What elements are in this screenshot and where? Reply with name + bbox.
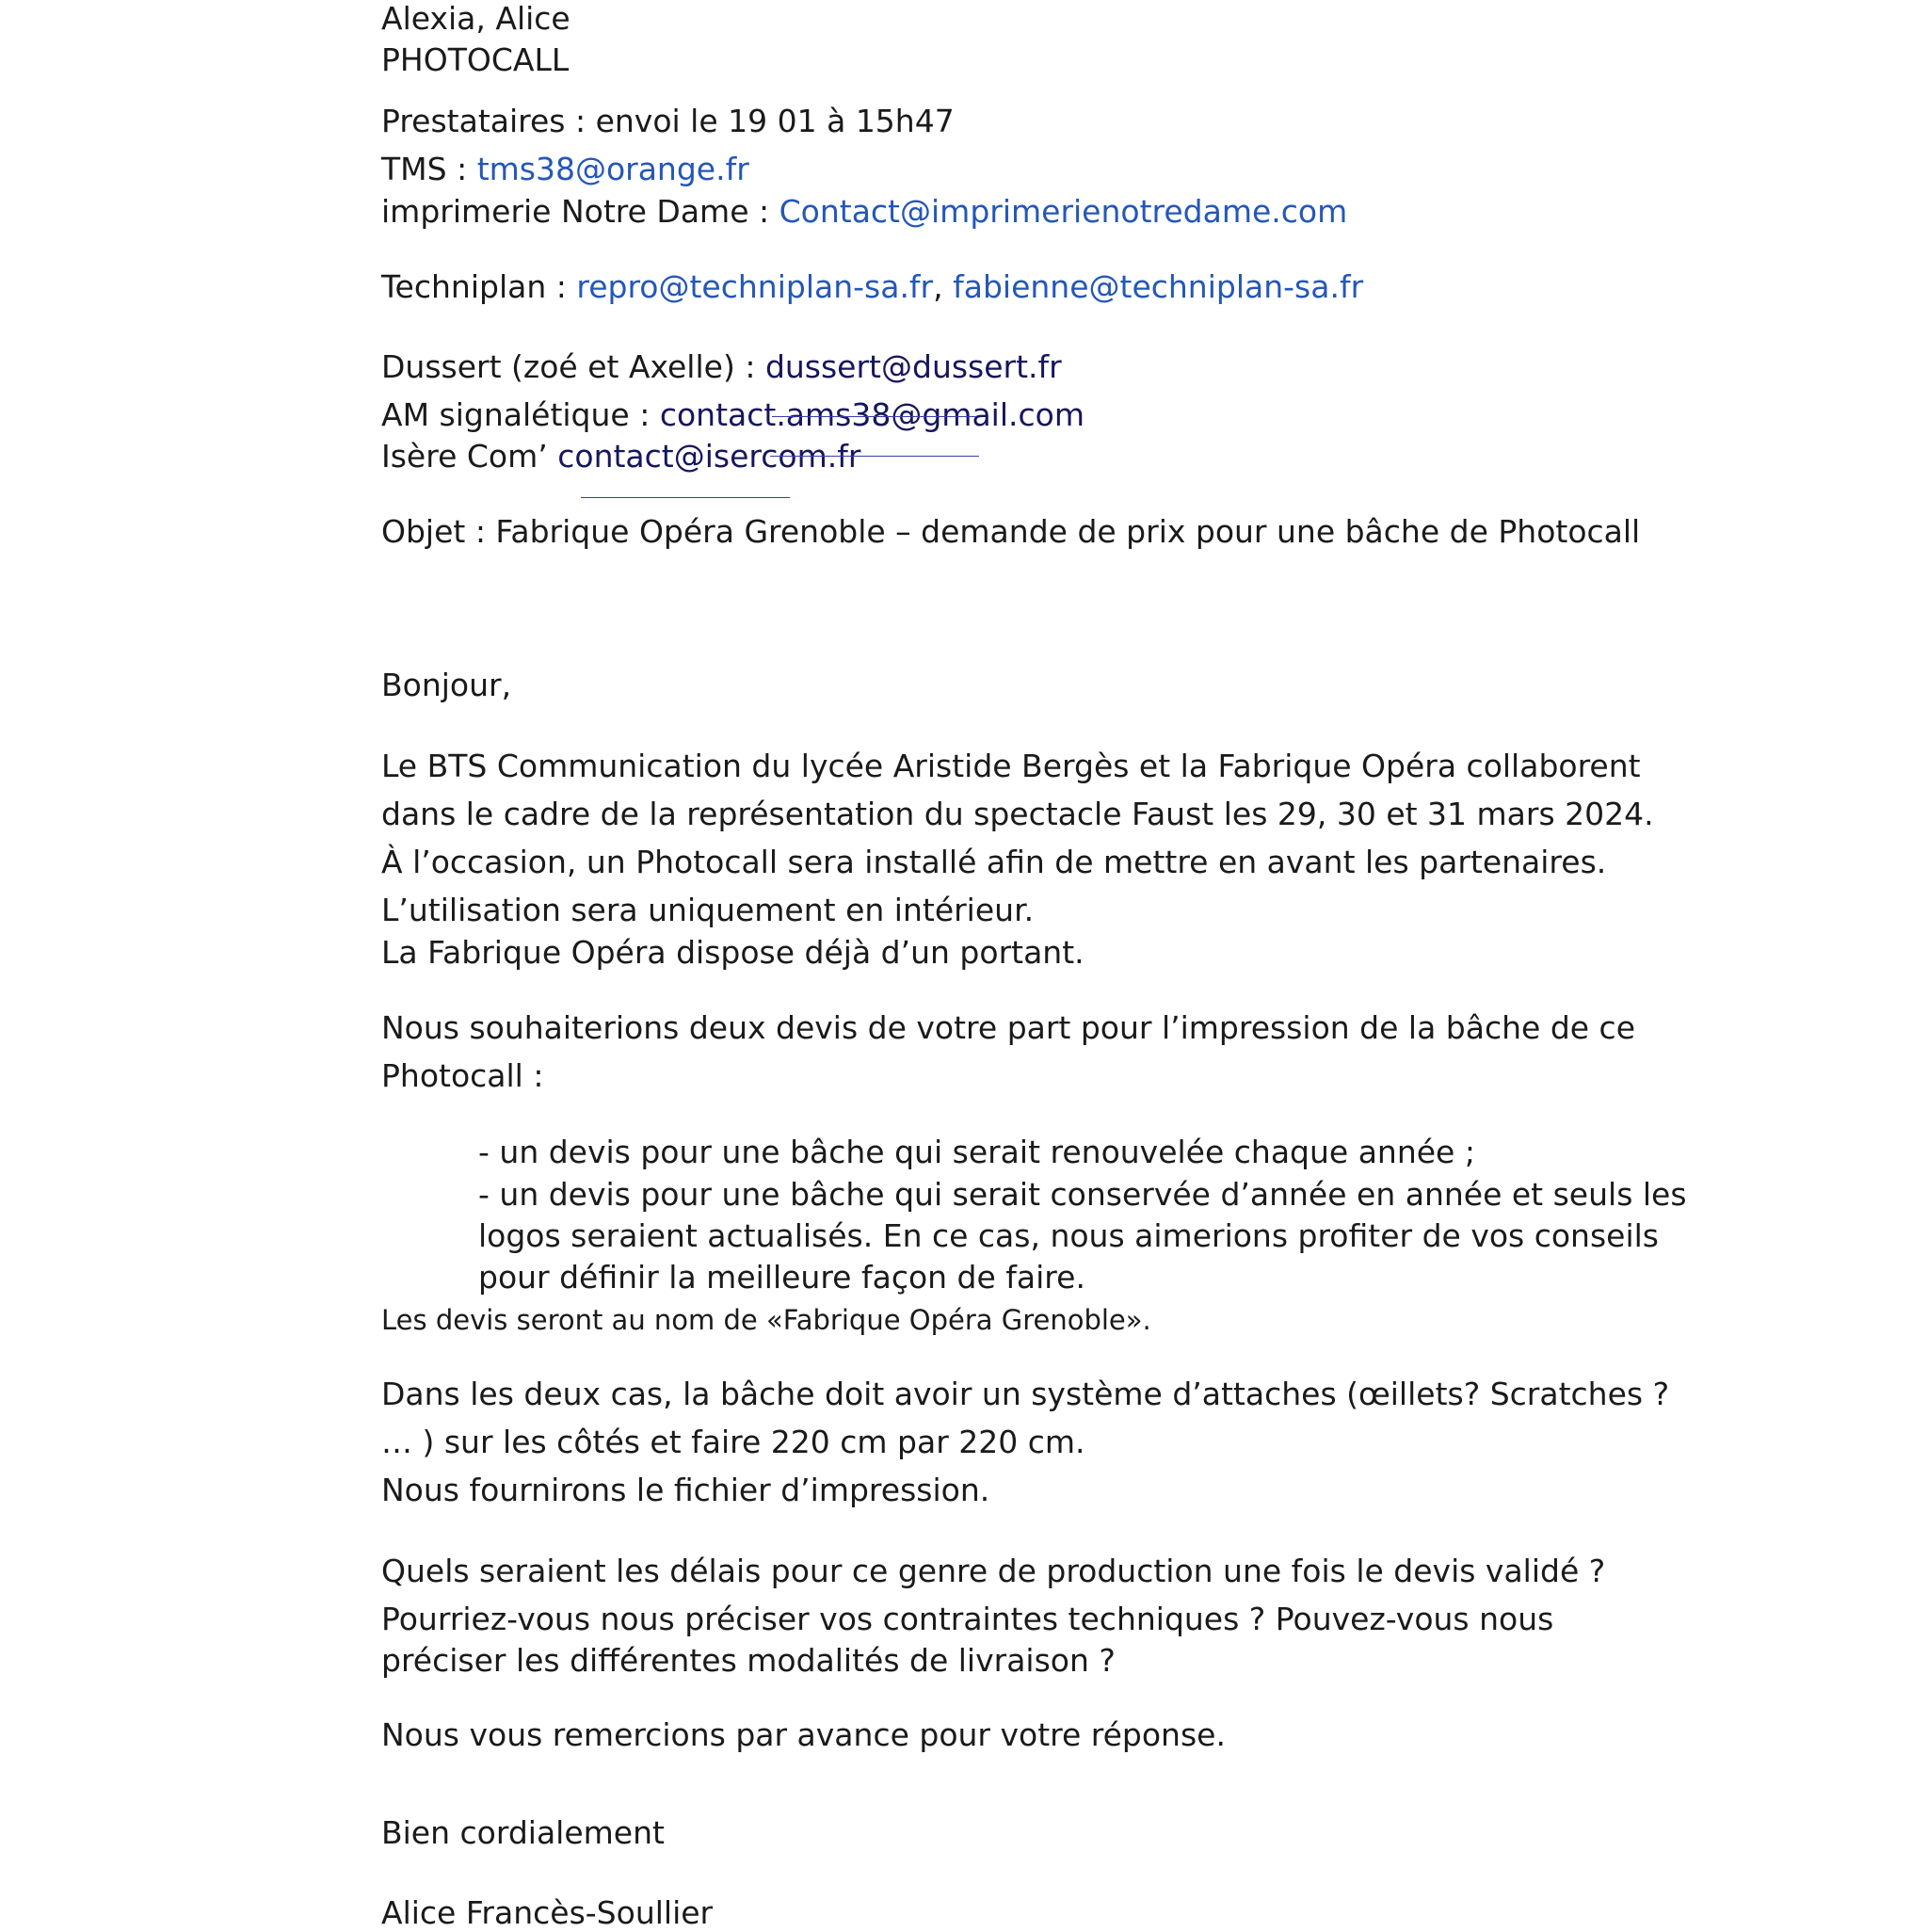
provider-am-signaletique xyxy=(381,396,1084,434)
provider-label: Techniplan : xyxy=(381,268,577,305)
email-link[interactable]: tms38@orange.fr xyxy=(476,151,749,187)
strike-line xyxy=(772,416,976,417)
provider-isere-com xyxy=(381,438,860,475)
provider-notre-dame xyxy=(381,193,1347,231)
provider-dussert xyxy=(381,348,1062,386)
paragraph-line: Dans les deux cas, la bâche doit avoir un système d’attaches (œillets? Scratches ? xyxy=(381,1376,1670,1412)
list-item: logos seraient actualisés. En ce cas, nous aimerions profiter de vos conseils xyxy=(478,1217,1659,1254)
paragraph-line: La Fabrique Opéra dispose déjà d’un portant. xyxy=(381,934,1084,971)
email-link[interactable]: contact@isercom.fr xyxy=(557,438,861,475)
provider-label: Dussert (zoé et Axelle) : xyxy=(381,348,765,385)
paragraph-line: L’utilisation sera uniquement en intérieur. xyxy=(381,892,1035,928)
email-link[interactable]: contact.ams38@gmail.com xyxy=(659,396,1084,433)
quote-note: Les devis seront au nom de «Fabrique Opéra Grenoble». xyxy=(381,1304,1151,1336)
paragraph-line: Nous fournirons le fichier d’impression. xyxy=(381,1472,990,1508)
header-names: Alexia, Alice xyxy=(381,0,570,37)
header-topic: PHOTOCALL xyxy=(381,41,570,78)
paragraph-line: Pourriez-vous nous préciser vos contraintes techniques ? Pouvez-vous nous xyxy=(381,1601,1554,1637)
email-separator: , xyxy=(933,268,954,305)
email-link[interactable]: Contact@imprimerienotredame.com xyxy=(779,193,1348,230)
providers-heading: Prestataires : envoi le 19 01 à 15h47 xyxy=(381,103,955,139)
list-item: - un devis pour une bâche qui serait renouvelée chaque année ; xyxy=(478,1134,1475,1170)
paragraph-line: Photocall : xyxy=(381,1057,544,1094)
list-item: pour définir la meilleure façon de faire. xyxy=(478,1259,1085,1296)
paragraph-line: Quels seraient les délais pour ce genre de production une fois le devis validé ? xyxy=(381,1553,1606,1589)
thanks-line: Nous vous remercions par avance pour votre réponse. xyxy=(381,1716,1226,1753)
provider-tms xyxy=(381,151,749,188)
paragraph-line: préciser les différentes modalités de livraison ? xyxy=(381,1642,1116,1679)
paragraph-line: À l’occasion, un Photocall sera installé afin de mettre en avant les partenaires. xyxy=(381,844,1607,880)
signature: Alice Francès-Soullier xyxy=(381,1894,714,1931)
email-link[interactable]: fabienne@techniplan-sa.fr xyxy=(953,268,1364,305)
list-item: - un devis pour une bâche qui serait conservée d’année en année et seuls les xyxy=(478,1176,1687,1213)
provider-techniplan xyxy=(381,268,1363,306)
provider-label: imprimerie Notre Dame : xyxy=(381,193,779,230)
email-subject: Objet : Fabrique Opéra Grenoble – demande de prix pour une bâche de Photocall xyxy=(381,513,1641,550)
greeting: Bonjour, xyxy=(381,667,512,703)
provider-label: TMS : xyxy=(381,151,477,187)
email-link[interactable]: dussert@dussert.fr xyxy=(764,348,1062,385)
paragraph-line: … ) sur les côtés et faire 220 cm par 220 cm. xyxy=(381,1424,1085,1460)
paragraph-line: dans le cadre de la représentation du spectacle Faust les 29, 30 et 31 mars 2024. xyxy=(381,796,1654,832)
paragraph-line: Le BTS Communication du lycée Aristide Bergès et la Fabrique Opéra collaborent xyxy=(381,748,1641,784)
provider-label: AM signalétique : xyxy=(381,396,660,433)
underline-rule xyxy=(770,456,979,457)
underline-rule xyxy=(581,497,790,498)
provider-label: Isère Com’ xyxy=(381,438,558,475)
closing: Bien cordialement xyxy=(381,1814,665,1851)
paragraph-line: Nous souhaiterions deux devis de votre part pour l’impression de la bâche de ce xyxy=(381,1009,1636,1046)
email-link[interactable]: repro@techniplan-sa.fr xyxy=(576,268,934,305)
